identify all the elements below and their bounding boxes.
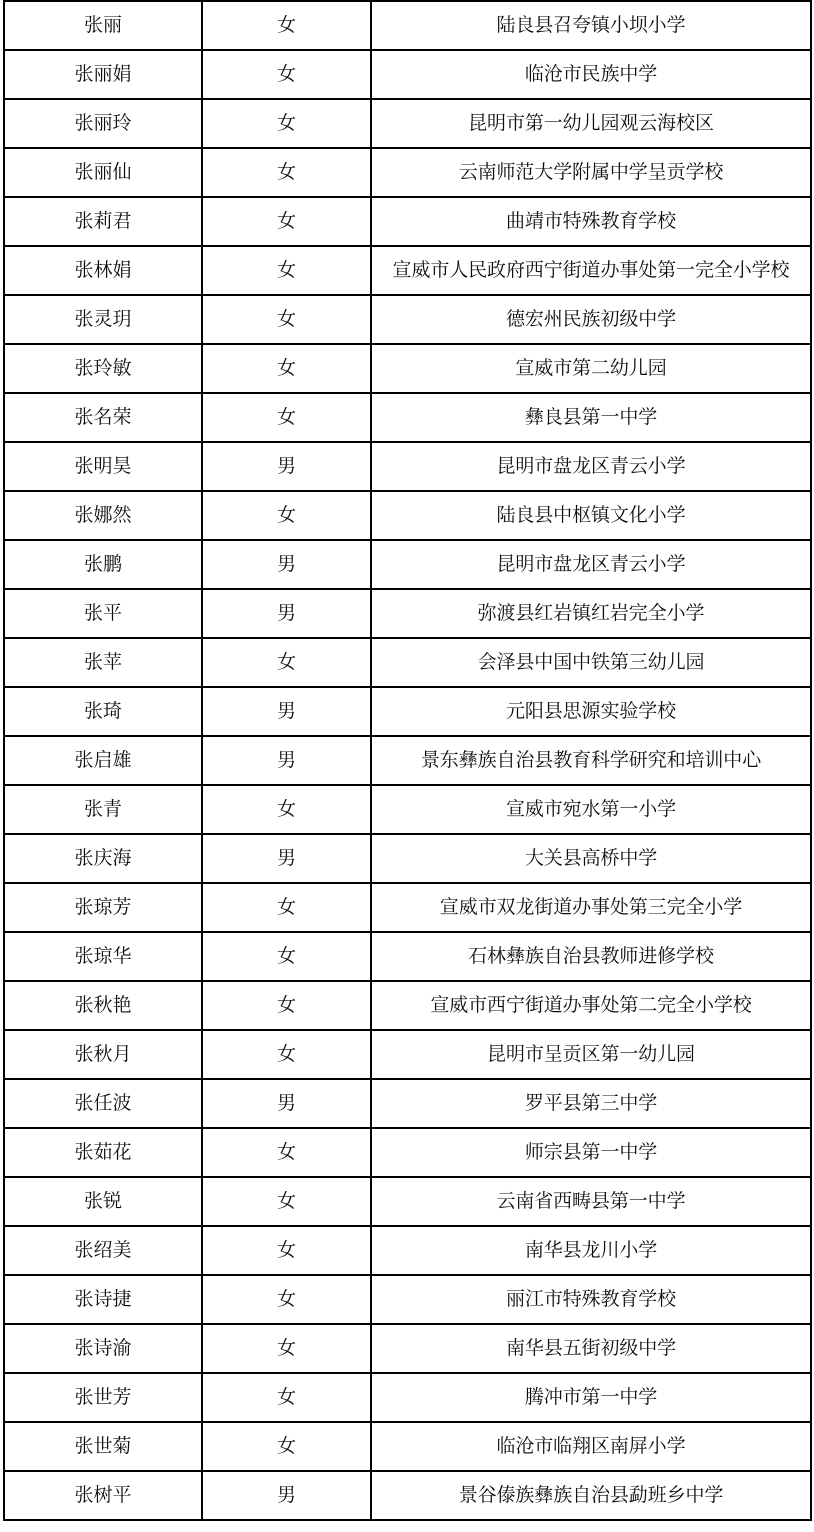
cell-gender: 女	[202, 981, 371, 1030]
cell-name: 张庆海	[4, 834, 202, 883]
cell-gender: 女	[202, 1324, 371, 1373]
cell-school: 昆明市盘龙区青云小学	[371, 442, 811, 491]
table-row	[4, 687, 811, 736]
table-row	[4, 1177, 811, 1226]
cell-school: 彝良县第一中学	[371, 393, 811, 442]
cell-school: 宣威市双龙街道办事处第三完全小学	[371, 883, 811, 932]
table-row	[4, 50, 811, 99]
cell-name: 张名荣	[4, 393, 202, 442]
cell-name: 张琦	[4, 687, 202, 736]
cell-name: 张琼芳	[4, 883, 202, 932]
cell-school: 会泽县中国中铁第三幼儿园	[371, 638, 811, 687]
table-row	[4, 1226, 811, 1275]
cell-gender: 女	[202, 1226, 371, 1275]
cell-name: 张任波	[4, 1079, 202, 1128]
table-row	[4, 99, 811, 148]
cell-gender: 女	[202, 491, 371, 540]
cell-gender: 女	[202, 50, 371, 99]
cell-name: 张世菊	[4, 1422, 202, 1471]
table-row	[4, 883, 811, 932]
cell-gender: 女	[202, 1373, 371, 1422]
cell-gender: 女	[202, 344, 371, 393]
cell-school: 宣威市西宁街道办事处第二完全小学校	[371, 981, 811, 1030]
cell-school: 宣威市第二幼儿园	[371, 344, 811, 393]
cell-school: 昆明市第一幼儿园观云海校区	[371, 99, 811, 148]
cell-school: 德宏州民族初级中学	[371, 295, 811, 344]
cell-name: 张青	[4, 785, 202, 834]
cell-gender: 女	[202, 1275, 371, 1324]
table-row	[4, 1275, 811, 1324]
cell-name: 张秋艳	[4, 981, 202, 1030]
cell-name: 张秋月	[4, 1030, 202, 1079]
cell-name: 张平	[4, 589, 202, 638]
cell-gender: 女	[202, 785, 371, 834]
table-row	[4, 540, 811, 589]
table-row	[4, 1422, 811, 1471]
cell-school: 大关县高桥中学	[371, 834, 811, 883]
cell-school: 南华县龙川小学	[371, 1226, 811, 1275]
cell-school: 景谷傣族彝族自治县勐班乡中学	[371, 1471, 811, 1520]
cell-gender: 男	[202, 1079, 371, 1128]
table-row	[4, 197, 811, 246]
cell-name: 张琼华	[4, 932, 202, 981]
table-row	[4, 344, 811, 393]
cell-gender: 男	[202, 687, 371, 736]
cell-gender: 女	[202, 883, 371, 932]
cell-name: 张鹏	[4, 540, 202, 589]
cell-school: 弥渡县红岩镇红岩完全小学	[371, 589, 811, 638]
table-row	[4, 834, 811, 883]
cell-school: 罗平县第三中学	[371, 1079, 811, 1128]
cell-gender: 女	[202, 638, 371, 687]
table-row	[4, 1324, 811, 1373]
table-row	[4, 785, 811, 834]
table-row	[4, 1373, 811, 1422]
cell-gender: 男	[202, 1471, 371, 1520]
table-row	[4, 148, 811, 197]
table-row	[4, 932, 811, 981]
cell-school: 临沧市民族中学	[371, 50, 811, 99]
cell-name: 张锐	[4, 1177, 202, 1226]
cell-school: 昆明市盘龙区青云小学	[371, 540, 811, 589]
table-row	[4, 1079, 811, 1128]
table-row	[4, 393, 811, 442]
cell-gender: 女	[202, 393, 371, 442]
cell-school: 曲靖市特殊教育学校	[371, 197, 811, 246]
cell-school: 师宗县第一中学	[371, 1128, 811, 1177]
cell-school: 丽江市特殊教育学校	[371, 1275, 811, 1324]
cell-gender: 男	[202, 589, 371, 638]
table-row	[4, 1128, 811, 1177]
cell-gender: 女	[202, 932, 371, 981]
cell-name: 张绍美	[4, 1226, 202, 1275]
table-row	[4, 589, 811, 638]
cell-name: 张苹	[4, 638, 202, 687]
cell-school: 陆良县召夸镇小坝小学	[371, 1, 811, 50]
table-row	[4, 736, 811, 785]
cell-gender: 女	[202, 1177, 371, 1226]
cell-school: 临沧市临翔区南屏小学	[371, 1422, 811, 1471]
cell-gender: 女	[202, 246, 371, 295]
table-row	[4, 295, 811, 344]
cell-gender: 男	[202, 736, 371, 785]
cell-gender: 女	[202, 148, 371, 197]
cell-name: 张诗渝	[4, 1324, 202, 1373]
cell-school: 南华县五街初级中学	[371, 1324, 811, 1373]
cell-school: 腾冲市第一中学	[371, 1373, 811, 1422]
cell-gender: 女	[202, 295, 371, 344]
cell-name: 张启雄	[4, 736, 202, 785]
table-row	[4, 638, 811, 687]
cell-name: 张世芳	[4, 1373, 202, 1422]
table-row	[4, 442, 811, 491]
cell-school: 陆良县中枢镇文化小学	[371, 491, 811, 540]
cell-gender: 男	[202, 834, 371, 883]
cell-name: 张林娟	[4, 246, 202, 295]
cell-school: 宣威市宛水第一小学	[371, 785, 811, 834]
cell-school: 云南师范大学附属中学呈贡学校	[371, 148, 811, 197]
cell-name: 张明昊	[4, 442, 202, 491]
cell-gender: 女	[202, 197, 371, 246]
cell-name: 张茹花	[4, 1128, 202, 1177]
cell-name: 张莉君	[4, 197, 202, 246]
cell-school: 宣威市人民政府西宁街道办事处第一完全小学校	[371, 246, 811, 295]
table-row	[4, 981, 811, 1030]
cell-gender: 男	[202, 540, 371, 589]
cell-name: 张娜然	[4, 491, 202, 540]
cell-name: 张玲敏	[4, 344, 202, 393]
cell-gender: 女	[202, 1, 371, 50]
cell-name: 张丽仙	[4, 148, 202, 197]
cell-name: 张诗捷	[4, 1275, 202, 1324]
cell-name: 张灵玥	[4, 295, 202, 344]
table-row	[4, 246, 811, 295]
cell-gender: 女	[202, 1422, 371, 1471]
cell-name: 张丽玲	[4, 99, 202, 148]
cell-gender: 女	[202, 99, 371, 148]
cell-name: 张丽	[4, 1, 202, 50]
cell-school: 昆明市呈贡区第一幼儿园	[371, 1030, 811, 1079]
table-row	[4, 1, 811, 50]
table-row	[4, 491, 811, 540]
cell-school: 石林彝族自治县教师进修学校	[371, 932, 811, 981]
table-row	[4, 1471, 811, 1520]
cell-name: 张丽娟	[4, 50, 202, 99]
table-row	[4, 1030, 811, 1079]
personnel-roster-table	[3, 0, 812, 1521]
cell-school: 云南省西畴县第一中学	[371, 1177, 811, 1226]
cell-gender: 女	[202, 1128, 371, 1177]
cell-gender: 女	[202, 1030, 371, 1079]
cell-school: 景东彝族自治县教育科学研究和培训中心	[371, 736, 811, 785]
cell-school: 元阳县思源实验学校	[371, 687, 811, 736]
cell-name: 张树平	[4, 1471, 202, 1520]
table-body	[4, 1, 811, 1520]
cell-gender: 男	[202, 442, 371, 491]
